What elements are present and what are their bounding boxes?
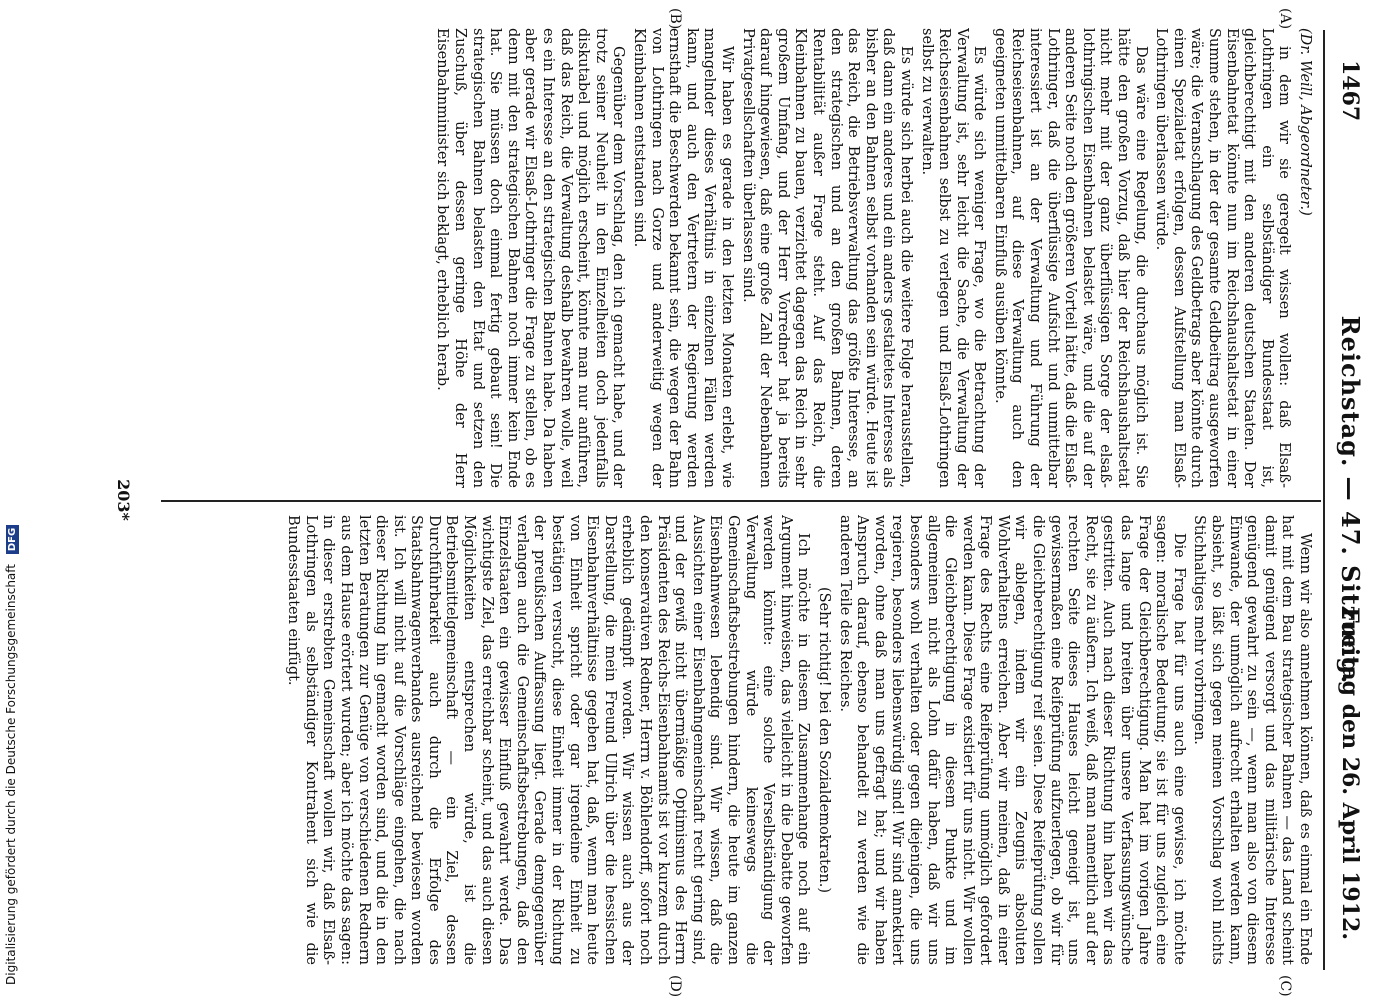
interjection: (Sehr richtig! bei den Sozialdemokraten.) (815, 586, 832, 894)
paragraph: Die Frage hat für uns auch eine gewisse, ich möchte sagen: moralische Bedeutung; sie ist für uns zugleich eine Frage der Gleichberechtigung. Man hat im vorigen Jahre das lange und breiten über unsere Verfassungswünsche gestritten. Auch nach dieser Richtung hin haben wir das Recht, sie zu äußern. Ich weiß, daß man namentlich auf der rechten Seite dieses Hauses leicht geneigt ist, uns gewissermaßen eine Reifeprüfung aufzuerlegen, ob wir für die Gleichberechtigung reif seien. Diese Reifeprüfung sollen wir ablegen, indem wir ein Zeugnis absoluten Wohlverhaltens erreichen. Aber wir meinen, daß in einer Frage des Rechts eine Reifeprüfung unmöglich gefordert werden kann. Diese Frage existiert für uns nicht. Wir wollen die Gleichberechtigung in diesem Punkte und im allgemeinen nicht als Lohn dafür haben, daß wir uns besonders wohl verhalten oder gegen diejenigen, die uns regieren, besonders liebenswürdig sind! Wir sind annektiert worden, ohne daß man uns gefragt hat; und wir haben Anspruch darauf, ebenso behandelt zu werden wie die anderen Teile des Reiches. (836, 515, 1187, 965)
digitization-note: Digitalisierung gefördert durch die Deutsche Forschungsgemeinschaft (4, 563, 18, 985)
page-date: Freitag den 26. April 1912. (1337, 607, 1363, 940)
page-code: 203* (114, 479, 133, 521)
page-number: 1467 (1337, 60, 1363, 122)
paragraph: in dem wir sie geregelt wissen wollen: daß Elsaß-Lothringen ein selbständiger Bundesstaat ist, gleichberechtigt mit den anderen deutschen Staaten. Der Eisenbahnetat könnte nun im Reichshaushaltsetat in einer Summe stehen, in der der gesamte Geldbeitrag ausgeworfen wäre; die Veranschlagung des Geldbetrags aber könnte durch einen Spezialetat erfolgen, dessen Aufstellung man Elsaß-Lothringen überlassen würde. (1153, 28, 1293, 488)
paragraph: Es würde sich herbei auch die weitere Folge herausstellen, daß dann ein anderes und ein anders gestaltetes Interesse als bisher an den Bahnen selbst vorhanden sein würde. Heute ist das Reich, die Betriebsverwaltung das größte Interesse, an den strategischen und an den großen Bahnen, deren Rentabilität außer Frage steht. Auf das Reich, die Kleinbahnen zu bauen, verzichtet dagegen das Reich in sehr großem Umfang, und der Herr Vorredner hat ja bereits darauf hingewiesen, daß eine große Zahl der Nebenbahnen Privatgesellschaften überlassen sind. (739, 28, 914, 488)
paragraph: Gegenüber dem Vorschlag, den ich gemacht habe, und der trotz seiner Neuheit in den Einzelheiten doch jedenfalls diskutabel und möglich erscheint, könnte man nur anführen, daß das Reich, die Verwaltung deshalb bewahren wolle, weil es ein Interesse an den strategischen Bahnen habe. Da haben aber gerade wir Elsaß-Lothringer die Frage zu stellen, ob es denn mit den strategischen Bahnen noch immer kein Ende hat. Sie müssen doch einmal fertig gebaut sein! Die strategischen Bahnen belasten den Etat und setzen den Zuschuß, über dessen geringe Höhe der Herr Eisenbahnminister sich beklagt, erheblich herab. (434, 28, 627, 488)
header-rule (1323, 30, 1325, 970)
dfg-logo: DFG (6, 525, 19, 554)
digitization-credit (4, 525, 19, 985)
margin-marker-c: (C) (1277, 975, 1293, 997)
right-column (163, 515, 1313, 965)
paragraph: Wenn wir also annehmen können, daß es einmal ein Ende hat mit dem Bau strategischer Bahnen — das Land scheint damit genügend versorgt und das militärische Interesse genügend gewahrt zu sein —, wenn man also von diesem Einwande, der unmöglich aufrecht erhalten werden kann, absieht, so läßt sich gegen meinen Vorschlag wohl nichts Stichhaltiges mehr vorbringen. (1191, 515, 1313, 965)
paragraph: Das wäre eine Regelung, die durchaus möglich ist. Sie hätte den großen Vorzug, daß hier der Reichshaushaltsetat nicht mehr mit der ganz überflüssigen Sorge der elsaß-lothringischen Eisenbahnen belastet wäre, und die auf der anderen Seite noch den größeren Vorteil hätte, daß die Elsaß-Lothringer, daß die überflüssige Aufsicht und unmittelbar interessiert ist an der Verwaltung und Führung der Reichseisenbahnen, auf diese Verwaltung auch den geeigneten unmittelbaren Einfluß ausüben könnte. (991, 28, 1149, 488)
left-column (163, 28, 1313, 488)
margin-marker-b: (B) (667, 8, 683, 30)
page-title: Reichstag. — 47. Sitzung. (1336, 315, 1365, 685)
paragraph: Es würde sich weniger Frage, wo die Betrachtung der Verwaltung ist, sehr leicht die Sache, die Verwaltung der Reichseisenbahnen selbst zu verlegen und Elsaß-Lothringen selbst zu verwalten. (918, 28, 988, 488)
margin-marker-a: (A) (1277, 8, 1293, 30)
page-header (1333, 60, 1369, 940)
margin-marker-d: (D) (667, 975, 683, 998)
paragraph: Ich möchte in diesem Zusammenhange noch auf ein Argument hinweisen, das vielleicht in die Debatte geworfen werden könnte: eine solche Verselbständigung der Verwaltung würde keineswegs die Gemeinschaftsbestrebungen hindern, die heute im ganzen Eisenbahnwesen lebendig sind. Wir wissen, daß die Aussichten einer Eisenbahngemeinschaft recht gering sind, und der gewiß nicht übermäßige Optimismus des Herrn Präsidenten des Reichs-Eisenbahnamts ist vor kurzem durch den konservativen Redner, Herrn v. Böhlendorff, sofort noch erheblich gedämpft worden. Wir wissen auch aus der Darstellung, die mein Freund Ullrich über die hessischen Eisenbahnverhältnisse gegeben hat, daß, wenn man heute von Einheit spricht oder gar irgendeine Einheit zu bestätigen versucht, diese Einheit immer in der Richtung der preußischen Auffassung liegt. Gerade demgegenüber verlangen auch die Gemeinschaftsbestrebungen, daß den Einzelstaaten ein gewisser Einfluß gewahrt werde. Das wichtigste Ziel, das erreichbar scheint, und das auch diesen Möglichkeiten entsprechen würde, ist die Betriebsmittelgemeinschaft — ein Ziel, dessen Durchführbarkeit auch durch die Erfolge des Staatsbahnwagenverbandes ausreichend bewiesen worden ist. Ich will nicht auf die Vorschläge eingehen, die nach dieser Richtung hin gemacht worden sind, und die in den letzten Beratungen zur Genüge von verschiedenen Rednern aus dem Hause erörtert wurden; aber ich möchte das sagen: in dieser erstrebten Gemeinschaft wollen wir, daß Elsaß-Lothringen als selbständiger Kontrahent sich wie die Bundesstaaten einfügt. (285, 515, 812, 965)
speaker-note: (Dr. Weill, Abgeordneter.) (1297, 28, 1313, 216)
paragraph: Wir haben es gerade in den letzten Monaten erlebt, wie mangelnder dieses Verhältnis in einzelnen Fällen werden kann, und auch den Vertretern der Regierung werden ernsthaft die Beschwerden bekannt sein, die wegen der Bahn von Lothringen nach Gorze und anderweitig wegen der Kleinbahnen entstanden sind. (631, 28, 735, 488)
column-divider (161, 500, 1321, 502)
